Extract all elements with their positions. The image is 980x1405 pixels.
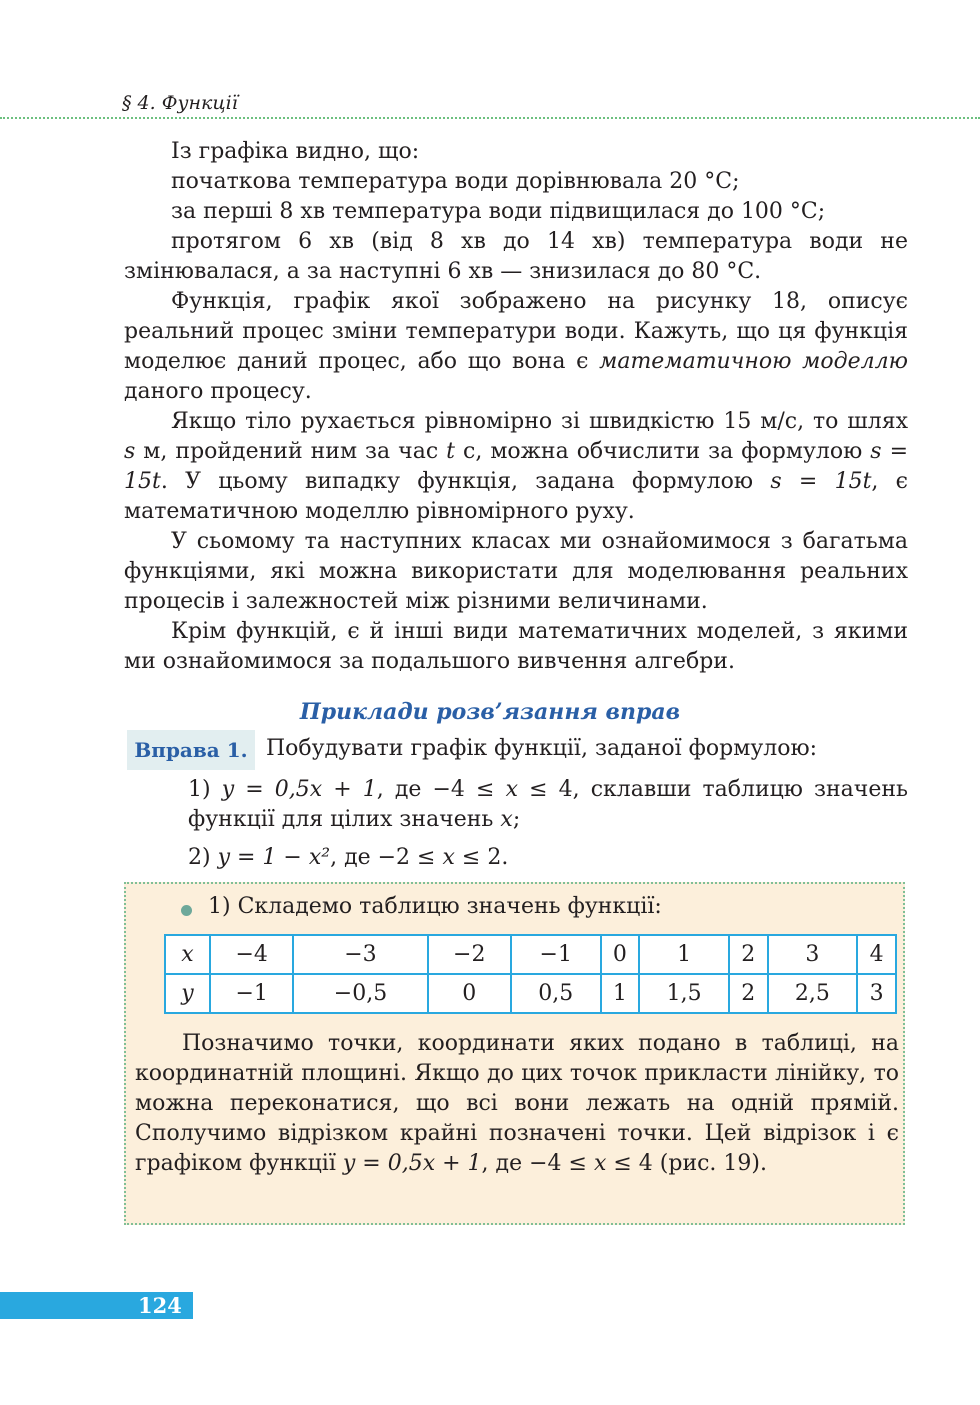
table-cell: 4: [857, 935, 896, 974]
bullet-icon: [181, 905, 192, 916]
table-row-y: [165, 974, 896, 1013]
paragraph-line: протягом 6 хв (від 8 хв до 14 хв) температура води не змінювалася, а за наступні 6 хв — знизилася до 80 °С.: [124, 229, 908, 284]
variable: x: [505, 777, 518, 802]
text-run: ≤ 2.: [454, 845, 509, 870]
paragraph-math-model: [124, 287, 908, 407]
table-cell: 2: [729, 935, 768, 974]
table-cell: −1: [511, 935, 601, 974]
text-run: ≤ 4, склавши таблицю значень функції для цілих значень: [188, 777, 908, 832]
text-run: , є математичною моделлю рівномірного руху.: [124, 469, 909, 524]
solution-box: [124, 882, 905, 1225]
text-run: Функція, графік якої зображено на рисунку 18, описує реальний процес зміни температури води. Кажуть, що ця функція моделює даний процес, або що вона є: [124, 289, 908, 374]
formula: y = 0,5x + 1: [342, 1151, 482, 1176]
formula: y = 1 − x²: [217, 845, 331, 870]
running-header: § 4. Функції: [122, 92, 238, 114]
table-cell: 2: [729, 974, 768, 1013]
text-run: 2): [188, 845, 218, 870]
formula: s = 15t: [770, 469, 872, 494]
paragraph-line: за перші 8 хв температура води підвищилася до 100 °С;: [171, 199, 826, 224]
exercise-item-1: [188, 775, 908, 835]
paragraph-line: Із графіка видно, що:: [171, 139, 420, 164]
text-run: с, можна обчислити за формулою: [455, 439, 871, 464]
table-cell: 3: [768, 935, 858, 974]
solution-intro: 1) Складемо таблицю значень функції:: [208, 894, 662, 919]
solution-text: [135, 1029, 899, 1179]
paragraph-other-models: [124, 617, 908, 677]
text-run: , де −4 ≤: [376, 777, 506, 802]
paragraph-line: початкова температура води дорівнювала 20 °С;: [171, 169, 740, 194]
exercise-task: Побудувати графік функції, заданої формулою:: [266, 736, 818, 761]
term-italic: математичною моделлю: [599, 349, 908, 374]
text-run: Якщо тіло рухається рівномірно зі швидкістю 15 м/с, то шлях: [171, 409, 908, 434]
text-run: м, пройдений ним за час: [135, 439, 447, 464]
table-cell: 0,5: [511, 974, 601, 1013]
table-cell: −1: [210, 974, 293, 1013]
text-run: 1): [188, 777, 222, 802]
paragraph-graph-observations: [124, 137, 908, 287]
exercise-items: [188, 775, 908, 873]
paragraph-text: У сьомому та наступних класах ми ознайомимося з багатьма функціями, які можна використати для моделювання реальних процесів і залежностей між різними величинами.: [124, 529, 908, 614]
text-run: , де −2 ≤: [330, 845, 443, 870]
text-run: . У цьому випадку функція, задана формулою: [160, 469, 771, 494]
variable: x: [500, 807, 513, 832]
header-divider: [0, 117, 980, 119]
table-cell: 3: [857, 974, 896, 1013]
table-cell: 2,5: [768, 974, 858, 1013]
table-cell: −4: [210, 935, 293, 974]
text-run: даного процесу.: [124, 379, 312, 404]
paragraph-text: Крім функцій, є й інші види математичних моделей, з якими ми ознайомимося за подальшого вивчення алгебри.: [124, 619, 908, 674]
table-cell: 1: [639, 935, 729, 974]
text-run: , де −4 ≤: [481, 1151, 594, 1176]
table-cell: −3: [293, 935, 427, 974]
paragraph-future-classes: [124, 527, 908, 617]
row-header-y: y: [165, 974, 210, 1013]
table-cell: 1: [601, 974, 640, 1013]
values-table: [164, 934, 897, 1014]
variable: x: [442, 845, 455, 870]
section-title: Приклади розв’язання вправ: [299, 699, 681, 725]
variable: t: [446, 439, 455, 464]
table-row-x: [165, 935, 896, 974]
table-cell: 1,5: [639, 974, 729, 1013]
row-header-x: x: [165, 935, 210, 974]
paragraph-uniform-motion: [124, 407, 908, 527]
text-run: ;: [512, 807, 521, 832]
table-cell: −0,5: [293, 974, 427, 1013]
table-cell: 0: [601, 935, 640, 974]
formula: s = 15t: [124, 439, 909, 494]
page-number: 124: [138, 1293, 182, 1318]
exercise-item-2: [188, 843, 908, 873]
table-cell: −2: [428, 935, 511, 974]
table-cell: 0: [428, 974, 511, 1013]
text-run: Позначимо точки, координати яких подано в таблиці, на координатній площині. Якщо до цих точок прикласти лінійку, то можна переконатися, що всі вони лежать на одній прямій. Сполучимо відрізком крайні позначені точки. Цей відрізок і є графіком функції: [135, 1031, 899, 1176]
variable: s: [124, 439, 136, 464]
formula: y = 0,5x + 1: [221, 777, 377, 802]
exercise-badge: Вправа 1.: [127, 730, 255, 770]
text-run: ≤ 4 (рис. 19).: [606, 1151, 767, 1176]
variable: x: [593, 1151, 607, 1176]
